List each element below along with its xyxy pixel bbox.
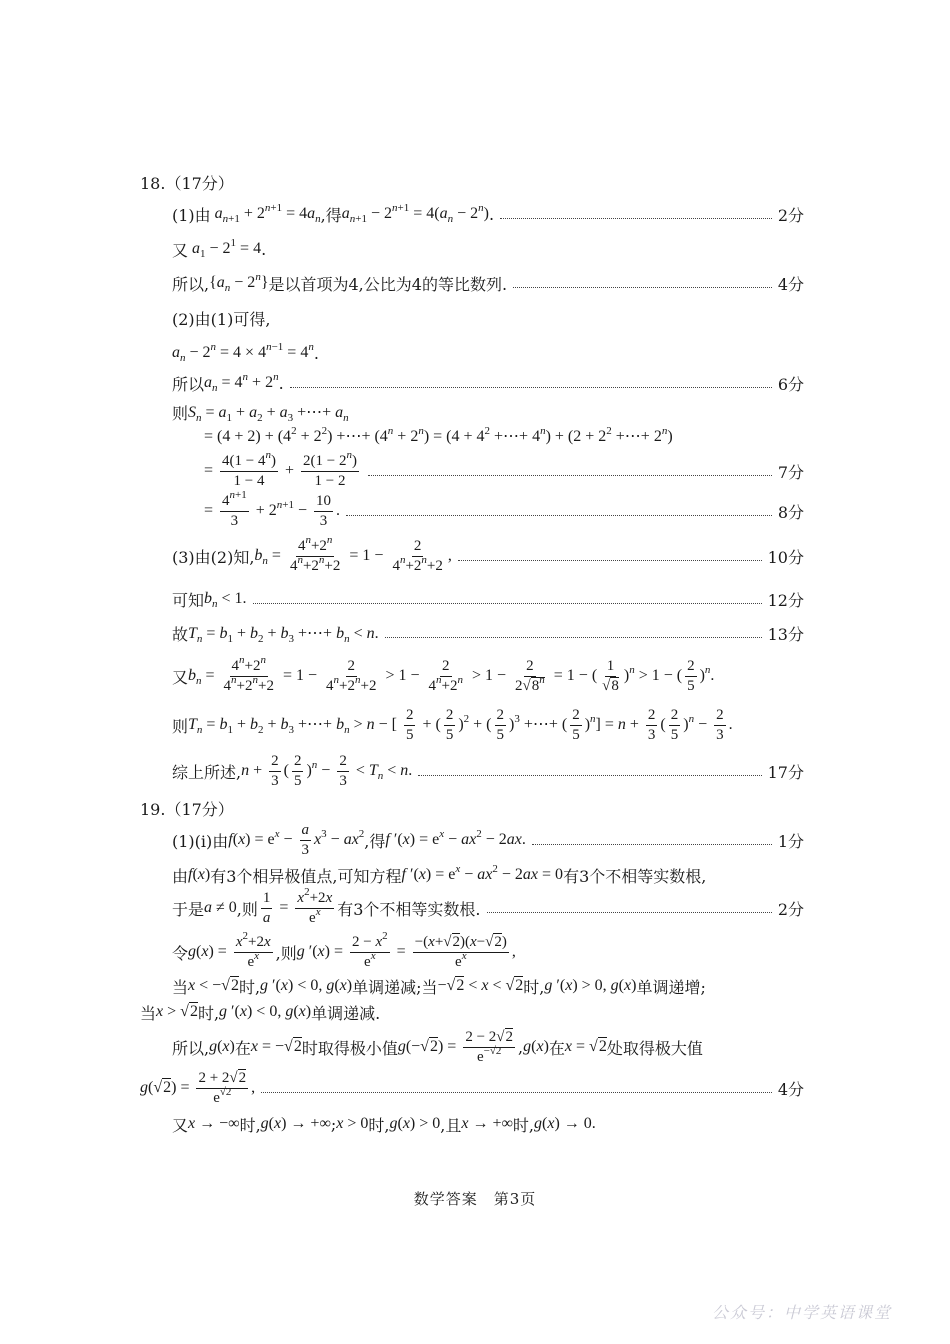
formula: x < −√2 — [188, 977, 239, 994]
q19-line-9: 又 x → −∞ 时, g(x) → +∞ ; x > 0 时, g(x) > 0 ,且 x → +∞ 时, g(x) → 0. — [172, 1114, 596, 1135]
q18-title: 18.（17分） — [140, 174, 234, 193]
formula: $\frac{1}{a}$ = $\frac{x^2+2x}{e^x}$ — [262, 885, 333, 926]
formula: x → −∞ — [188, 1115, 240, 1132]
q18-line-5: $a_n - 2^n = 4 \times 4^{n-1} = 4^n$ . — [172, 341, 319, 364]
formula: $b_n$ = $\frac{4^n+2^n}{4^n+2^n+2}$ = 1 − $\frac{2}{4^n+2^n+2}$ > 1 − $\frac{2}{4^n+2^n}$ > 1 − $\frac{2}{2√8^n}$ = 1 − ( $\frac{1}{√8}$ )$^n$ > 1 − ( $\frac{2}{5}$ )$^n$. — [188, 653, 715, 694]
dot-leader — [368, 475, 772, 476]
dot-leader — [261, 1092, 772, 1093]
formula: x = √2 — [564, 1038, 607, 1055]
formula: f $'(x) = e^x - ax^2 - 2ax = 0$ — [401, 863, 564, 883]
dot-leader — [253, 603, 762, 604]
q18-line-7: 则 $S_n = a_1 + a_2 + a_3$ +⋯+ $a_n$ — [172, 403, 349, 424]
formula: x > 0 — [336, 1115, 369, 1132]
q18-line-13: 故 $T_n = b_1 + b_2 + b_3$ +⋯+ $b_n < n$. 13分 — [172, 621, 804, 645]
q18-line-10 — [204, 486, 804, 536]
score: 1分 — [777, 831, 804, 851]
q18-line-8 — [204, 424, 673, 448]
formula: $a_{n+1} + 2^{n+1} = 4a_n$ — [214, 202, 321, 225]
watermark: 公众号：中学英语课堂 — [712, 1303, 893, 1322]
formula: = $\frac{4^{n+1}}{3}$ + $2^{n+1}$ − $\frac{10}{3}$ . — [204, 488, 341, 529]
formula: n + $\frac{2}{3}$ ( $\frac{2}{5}$ )$^n$ − $\frac{2}{3}$ < $T_n < n$. — [241, 752, 413, 789]
dot-leader — [513, 287, 772, 288]
score: 17分 — [767, 762, 804, 782]
formula: g(√2) = $\frac{2 + 2√2}{e^{√2}}$ , — [140, 1069, 256, 1106]
dot-leader — [418, 775, 761, 776]
dot-leader — [290, 387, 772, 388]
formula: g ′(x) > 0, g(x) — [544, 977, 637, 994]
formula: $b_n$ = $\frac{4^n+2^n}{4^n+2^n+2}$ = 1 − $\frac{2}{4^n+2^n+2}$ , — [254, 533, 452, 574]
q18-line-3: 所以, $\{a_n - 2^n\}$ 是以首项为4,公比为4的等比数列. 4分 — [172, 271, 804, 294]
formula: g(x) → 0. — [534, 1115, 596, 1132]
score: 4分 — [777, 1079, 804, 1099]
score: 12分 — [767, 590, 804, 610]
formula: $S_n = a_1 + a_2 + a_3$ +⋯+ $a_n$ — [188, 404, 349, 424]
dot-leader — [487, 912, 772, 913]
page-footer: 数学答案 第3页 — [413, 1190, 537, 1208]
dot-leader — [500, 218, 772, 219]
q18-line-1: (1)由 $a_{n+1} + 2^{n+1} = 4a_n$ ,得 $a_{n+1} - 2^{n+1} = 4(a_n - 2^n)$ . 2分 — [172, 202, 804, 225]
score: 8分 — [777, 502, 804, 522]
score: 4分 — [777, 274, 804, 294]
q18-line-16: 综上所述, n + $\frac{2}{3}$ ( $\frac{2}{5}$ )$^n$ − $\frac{2}{3}$ < $T_n < n$. 17分 — [172, 752, 804, 789]
formula: g(x) > 0 — [389, 1115, 441, 1132]
q19-line-5: 当 x < −√2 时, g ′(x) < 0, g(x) 单调递减;当 −√2 < x < √2 时, g ′(x) > 0, g(x) 单调递增; — [172, 977, 706, 997]
q19-line-2: 由 f(x) 有3个相异极值点,可知方程 f $'(x) = e^x - ax^2 - 2ax = 0$ 有3个不相等实数根, — [172, 863, 707, 886]
formula: $a_n - 2^n = 4 \times 4^{n-1} = 4^n$ — [172, 341, 314, 364]
formula: = $\frac{4(1 - 4^n)}{1 - 4}$ + $\frac{2(1 - 2^n)}{1 - 2}$ — [204, 448, 357, 489]
q19-line-1: (1)(ⅰ)由 $f(x) = e^x$ − $\frac{a}{3}$ $x^3 - ax^2$ ,得 f $'(x) = e^x - ax^2 - 2ax$. 1分 — [172, 821, 804, 858]
q19-line-8 — [140, 1063, 804, 1113]
formula: = $(4 + 2) + (4^2 + 2^2)$ +⋯+ $(4^n + 2^n) = (4 + 4^2$ +⋯+ $4^n) + (2 + 2^2$ +⋯+ $2^n$) — [204, 425, 673, 445]
dot-leader — [532, 844, 772, 845]
q18-line-15: 则 $T_n = b_1 + b_2 + b_3$ +⋯+ $b_n > n$ − [ $\frac{2}{5}$ + ( $\frac{2}{5}$ )$^2$ + ( $\frac{2}{5}$ )$^3$ +⋯+ ( $\frac{2}{5}$ )$^n$] = n + $\frac{2}{3}$ ( $\frac{2}{5}$ )$^n$ − $\frac{2}{3}$ . — [172, 706, 733, 743]
formula: x = −√2 — [250, 1038, 302, 1055]
score: 2分 — [777, 205, 804, 225]
formula: g(x) — [209, 1038, 235, 1055]
q19-title: 19.（17分） — [140, 800, 234, 819]
q19-line-6: 当 x > √2 时, g ′(x) < 0, g(x) 单调递减. — [140, 1003, 381, 1023]
score: 10分 — [767, 547, 804, 567]
formula: $b_n < 1$. — [204, 590, 247, 610]
score: 7分 — [777, 462, 804, 482]
formula: g(x) → +∞ — [260, 1115, 331, 1132]
formula: g ′(x) = $\frac{2 - x^2}{e^x}$ = $\frac{-(x+√2)(x-√2)}{e^x}$ , — [296, 929, 516, 970]
score: 2分 — [777, 899, 804, 919]
formula: g ′(x) < 0, g(x) — [219, 1003, 312, 1020]
formula: a ≠ 0 — [204, 899, 237, 916]
formula: g(x) — [523, 1038, 549, 1055]
q18-line-6: 所以 $a_n = 4^n + 2^n$ . 6分 — [172, 371, 804, 394]
dot-leader — [385, 637, 762, 638]
q19-line-7: 所以, g(x) 在 x = −√2 时取得极小值 g(−√2) = $\frac{2 - 2√2}{e^{-√2}}$ , g(x) 在 x = √2 处取得极大值 — [172, 1028, 703, 1065]
formula: x → +∞ — [461, 1115, 513, 1132]
formula: g(x) = $\frac{x^2+2x}{e^x}$ — [188, 929, 271, 970]
dot-leader — [346, 515, 772, 516]
formula: $a_{n+1} - 2^{n+1} = 4(a_n - 2^n)$ — [341, 202, 489, 225]
formula: $a_n = 4^n + 2^n$ — [204, 371, 279, 394]
formula: g ′(x) < 0, g(x) — [260, 977, 353, 994]
formula: f $'(x) = e^x - ax^2 - 2ax$. — [385, 828, 526, 848]
formula: $f(x) = e^x$ − $\frac{a}{3}$ $x^3 - ax^2$ — [228, 821, 365, 858]
formula: g(−√2) = $\frac{2 - 2√2}{e^{-√2}}$ — [397, 1028, 514, 1065]
formula: $\{a_n - 2^n\}$ — [209, 271, 269, 294]
q19-line-4: 令 g(x) = $\frac{x^2+2x}{e^x}$ ,则 g ′(x) = $\frac{2 - x^2}{e^x}$ = $\frac{-(x+√2)(x-√2)}{e^x}$ , — [172, 929, 516, 970]
formula: f(x) — [188, 866, 211, 883]
q18-line-2: 又 $a_1 - 2^1 = 4$ . — [172, 237, 267, 260]
q18-line-11: (3)由(2)知, $b_n$ = $\frac{4^n+2^n}{4^n+2^n+2}$ = 1 − $\frac{2}{4^n+2^n+2}$ , 10分 — [172, 533, 804, 574]
formula: $a_1 - 2^1 = 4$ — [192, 237, 262, 260]
q18-line-12: 可知 $b_n < 1$. 12分 — [172, 587, 804, 611]
score: 13分 — [767, 624, 804, 644]
formula: $T_n = b_1 + b_2 + b_3$ +⋯+ $b_n < n$. — [188, 625, 379, 645]
formula: $T_n = b_1 + b_2 + b_3$ +⋯+ $b_n > n$ − [ $\frac{2}{5}$ + ( $\frac{2}{5}$ )$^2$ + ( $\frac{2}{5}$ )$^3$ +⋯+ ( $\frac{2}{5}$ )$^n$] = n + $\frac{2}{3}$ ( $\frac{2}{5}$ )$^n$ − $\frac{2}{3}$ . — [188, 706, 733, 743]
formula: −√2 < x < √2 — [437, 977, 524, 994]
formula: x > √2 — [156, 1003, 198, 1020]
q19-line-3: 于是 a ≠ 0 ,则 $\frac{1}{a}$ = $\frac{x^2+2x}{e^x}$ 有3个不相等实数根. 2分 — [172, 885, 804, 926]
dot-leader — [458, 560, 762, 561]
q18-line-4: (2)由(1)可得, — [172, 309, 271, 329]
score: 6分 — [777, 374, 804, 394]
q18-line-14: 又 $b_n$ = $\frac{4^n+2^n}{4^n+2^n+2}$ = 1 − $\frac{2}{4^n+2^n+2}$ > 1 − $\frac{2}{4^n+2^n}$ > 1 − $\frac{2}{2√8^n}$ = 1 − ( $\frac{1}{√8}$ )$^n$ > 1 − ( $\frac{2}{5}$ )$^n$. — [172, 653, 715, 694]
